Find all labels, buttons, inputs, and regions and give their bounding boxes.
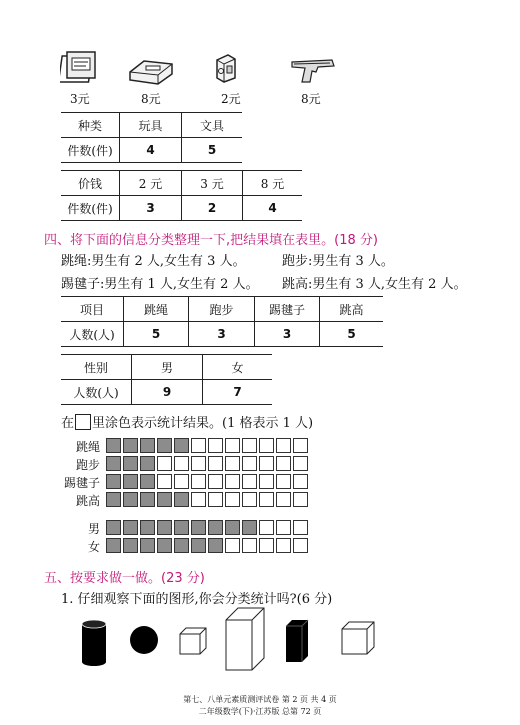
filled-cell[interactable] xyxy=(140,438,155,453)
filled-cell[interactable] xyxy=(140,520,155,535)
table-cell: 种类 xyxy=(61,113,120,138)
info-line: 跳高:男生有 3 人,女生有 2 人。 xyxy=(282,277,467,292)
instruction-prefix: 在 xyxy=(61,416,75,431)
price-pencil-case: 8元 xyxy=(141,92,161,106)
table-cell: 男 xyxy=(132,355,203,380)
empty-cell[interactable] xyxy=(276,438,291,453)
table-cell: 件数(件) xyxy=(61,196,120,221)
prism-icon xyxy=(284,618,310,664)
empty-cell[interactable] xyxy=(174,456,189,471)
filled-cell[interactable] xyxy=(106,456,121,471)
grid-row xyxy=(106,538,308,554)
filled-cell[interactable] xyxy=(140,538,155,553)
table-cell: 人数(人) xyxy=(61,322,124,347)
empty-cell[interactable] xyxy=(191,492,206,507)
empty-cell[interactable] xyxy=(276,492,291,507)
table-cell: 3 xyxy=(255,322,320,347)
empty-cell[interactable] xyxy=(293,492,308,507)
grid-group-1[interactable] xyxy=(106,438,308,510)
empty-cell[interactable] xyxy=(276,520,291,535)
question-1: 1. 仔细观察下面的图形,你会分类统计吗?(6 分) xyxy=(61,592,333,607)
filled-cell[interactable] xyxy=(123,474,138,489)
filled-cell[interactable] xyxy=(123,438,138,453)
pencil-case-icon xyxy=(126,58,176,86)
filled-cell[interactable] xyxy=(140,456,155,471)
empty-cell[interactable] xyxy=(225,538,240,553)
empty-cell[interactable] xyxy=(225,456,240,471)
table-cell: 3 元 xyxy=(182,171,243,196)
empty-cell[interactable] xyxy=(208,474,223,489)
grid-row-label: 跳高 xyxy=(75,494,100,508)
empty-cell[interactable] xyxy=(191,438,206,453)
filled-cell[interactable] xyxy=(174,538,189,553)
empty-box-icon xyxy=(75,414,91,430)
section-5-title: 五、按要求做一做。(23 分) xyxy=(44,571,205,586)
filled-cell[interactable] xyxy=(157,438,172,453)
empty-cell[interactable] xyxy=(242,492,257,507)
table-cell: 3 xyxy=(189,322,255,347)
grid-row-label: 跳绳 xyxy=(75,440,100,454)
table-cell: 性别 xyxy=(61,355,132,380)
empty-cell[interactable] xyxy=(242,538,257,553)
price-toy-gun: 8元 xyxy=(301,92,321,106)
table-cell: 5 xyxy=(182,138,243,163)
table-cell: 5 xyxy=(320,322,384,347)
table-cell: 踢毽子 xyxy=(255,297,320,322)
empty-cell[interactable] xyxy=(276,538,291,553)
filled-cell[interactable] xyxy=(123,520,138,535)
empty-cell[interactable] xyxy=(259,474,274,489)
filled-cell[interactable] xyxy=(174,492,189,507)
table-cell: 价钱 xyxy=(61,171,120,196)
empty-cell[interactable] xyxy=(259,492,274,507)
filled-cell[interactable] xyxy=(208,520,223,535)
price-sharpener: 2元 xyxy=(221,92,241,106)
empty-cell[interactable] xyxy=(174,474,189,489)
table-row xyxy=(61,196,302,221)
grid-row-label: 男 xyxy=(87,522,100,536)
instruction xyxy=(61,412,313,431)
table-type-count xyxy=(61,112,242,163)
filled-cell[interactable] xyxy=(208,538,223,553)
top-items xyxy=(0,48,520,108)
circle-icon xyxy=(128,624,160,656)
grid-row xyxy=(106,438,308,454)
empty-cell[interactable] xyxy=(242,474,257,489)
empty-cell[interactable] xyxy=(293,438,308,453)
table-cell: 玩具 xyxy=(120,113,182,138)
filled-cell[interactable] xyxy=(106,520,121,535)
grid-row-label: 跑步 xyxy=(75,458,100,472)
empty-cell[interactable] xyxy=(293,474,308,489)
table-cell: 5 xyxy=(124,322,189,347)
filled-cell[interactable] xyxy=(174,520,189,535)
filled-cell[interactable] xyxy=(106,492,121,507)
filled-cell[interactable] xyxy=(191,538,206,553)
table-cell: 跑步 xyxy=(189,297,255,322)
table-cell: 跳高 xyxy=(320,297,384,322)
filled-cell[interactable] xyxy=(106,538,121,553)
empty-cell[interactable] xyxy=(259,456,274,471)
filled-cell[interactable] xyxy=(140,474,155,489)
filled-cell[interactable] xyxy=(123,492,138,507)
table-price-count xyxy=(61,170,302,221)
empty-cell[interactable] xyxy=(293,456,308,471)
table-cell: 文具 xyxy=(182,113,243,138)
filled-cell[interactable] xyxy=(123,538,138,553)
toy-gun-icon xyxy=(290,56,336,84)
table-cell: 项目 xyxy=(61,297,124,322)
empty-cell[interactable] xyxy=(225,438,240,453)
table-cell: 女 xyxy=(203,355,273,380)
grid-row-label: 踢毽子 xyxy=(63,476,100,490)
filled-cell[interactable] xyxy=(157,538,172,553)
cylinder-icon xyxy=(80,618,108,668)
filled-cell[interactable] xyxy=(174,438,189,453)
table-cell: 4 xyxy=(243,196,303,221)
filled-cell[interactable] xyxy=(157,492,172,507)
empty-cell[interactable] xyxy=(293,520,308,535)
grid-row xyxy=(106,492,308,508)
price-notebook: 3元 xyxy=(70,92,90,106)
filled-cell[interactable] xyxy=(225,520,240,535)
empty-cell[interactable] xyxy=(208,456,223,471)
grid-row-label: 女 xyxy=(87,540,100,554)
info-line: 踢毽子:男生有 1 人,女生有 2 人。 xyxy=(61,277,259,292)
empty-cell[interactable] xyxy=(208,438,223,453)
filled-cell[interactable] xyxy=(191,520,206,535)
cuboid-icon xyxy=(224,606,266,672)
sharpener-icon xyxy=(214,52,238,84)
table-cell: 4 xyxy=(120,138,182,163)
cube-icon xyxy=(178,626,208,656)
footer-line-2: 二年级数学(下)·江苏版 总第 72 页 xyxy=(198,707,322,716)
grid-row xyxy=(106,520,308,536)
info-line: 跑步:男生有 3 人。 xyxy=(282,254,394,269)
empty-cell[interactable] xyxy=(259,520,274,535)
empty-cell[interactable] xyxy=(225,474,240,489)
filled-cell[interactable] xyxy=(242,520,257,535)
table-cell: 人数(人) xyxy=(61,380,132,405)
table-row xyxy=(61,355,272,380)
table-cell: 9 xyxy=(132,380,203,405)
tally-grid-chart xyxy=(0,436,520,562)
table-gender-count xyxy=(61,354,272,405)
grid-row xyxy=(106,474,308,490)
empty-cell[interactable] xyxy=(157,474,172,489)
filled-cell[interactable] xyxy=(140,492,155,507)
filled-cell[interactable] xyxy=(106,474,121,489)
table-cell: 7 xyxy=(203,380,273,405)
table-row xyxy=(61,171,302,196)
table-sport-count xyxy=(61,296,383,347)
empty-cell[interactable] xyxy=(157,456,172,471)
empty-cell[interactable] xyxy=(242,456,257,471)
table-cell: 8 元 xyxy=(243,171,303,196)
shapes-row xyxy=(0,606,520,676)
table-cell: 2 元 xyxy=(120,171,182,196)
footer-line-1: 第七、八单元素质测评试卷 第 2 页 共 4 页 xyxy=(183,695,337,704)
empty-cell[interactable] xyxy=(259,438,274,453)
table-row xyxy=(61,380,272,405)
table-cell: 件数(件) xyxy=(61,138,120,163)
table-row xyxy=(61,322,383,347)
empty-cell[interactable] xyxy=(208,492,223,507)
empty-cell[interactable] xyxy=(242,438,257,453)
filled-cell[interactable] xyxy=(106,438,121,453)
table-row xyxy=(61,297,383,322)
grid-group-2[interactable] xyxy=(106,520,308,556)
empty-cell[interactable] xyxy=(225,492,240,507)
table-row xyxy=(61,113,242,138)
instruction-suffix: 里涂色表示统计结果。(1 格表示 1 人) xyxy=(92,416,314,431)
info-line: 跳绳:男生有 2 人,女生有 3 人。 xyxy=(61,254,246,269)
empty-cell[interactable] xyxy=(259,538,274,553)
empty-cell[interactable] xyxy=(191,456,206,471)
empty-cell[interactable] xyxy=(293,538,308,553)
table-cell: 跳绳 xyxy=(124,297,189,322)
table-cell: 3 xyxy=(120,196,182,221)
cube-icon xyxy=(340,620,376,656)
table-row xyxy=(61,138,242,163)
filled-cell[interactable] xyxy=(157,520,172,535)
section-4-title: 四、将下面的信息分类整理一下,把结果填在表里。(18 分) xyxy=(44,233,378,248)
grid-row xyxy=(106,456,308,472)
empty-cell[interactable] xyxy=(276,456,291,471)
table-cell: 2 xyxy=(182,196,243,221)
filled-cell[interactable] xyxy=(123,456,138,471)
empty-cell[interactable] xyxy=(276,474,291,489)
empty-cell[interactable] xyxy=(191,474,206,489)
notebook-icon xyxy=(60,50,98,86)
